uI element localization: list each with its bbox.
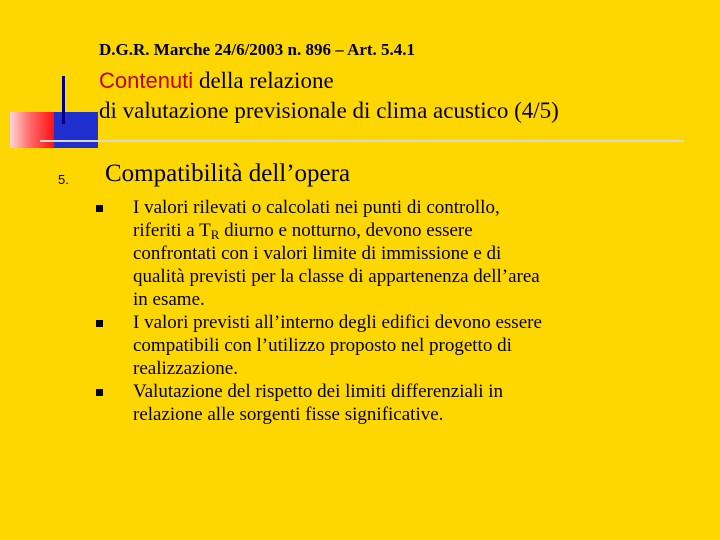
bullet-text-line (133, 196, 673, 219)
bullet-text: Valutazione del rispetto dei limiti differenziali in (133, 381, 504, 402)
bullet-text-line (133, 357, 673, 380)
square-bullet-icon (96, 389, 103, 396)
bullet-text-line (133, 334, 673, 357)
bullet-item (133, 196, 673, 311)
bullet-text: realizzazione. (133, 358, 238, 379)
bullet-text: I valori rilevati o calcolati nei punti di controllo, (133, 197, 500, 218)
bullet-text: riferiti a T (133, 220, 211, 241)
regulation-reference: D.G.R. Marche 24/6/2003 n. 896 – Art. 5.4.1 (99, 40, 416, 59)
decorative-blue-square (54, 112, 98, 148)
title-rest: della relazione (193, 68, 334, 93)
bullet-text: in esame. (133, 289, 205, 310)
bullet-text-line (133, 288, 673, 311)
bullet-text-line (133, 380, 673, 403)
bullet-text-line (133, 219, 673, 242)
decorative-red-square (10, 112, 54, 148)
bullet-text-line (133, 403, 673, 426)
title-highlight: Contenuti (99, 68, 194, 93)
bullet-text: diurno e notturno, devono essere (219, 220, 473, 241)
bullet-text: compatibili con l’utilizzo proposto nel progetto di (133, 335, 512, 356)
title-divider-line (40, 140, 684, 142)
bullet-text: I valori previsti all’interno degli edifici devono essere (133, 312, 542, 333)
subscript-text: R (210, 227, 220, 242)
bullet-text-line (133, 311, 673, 334)
section-number: 5. (58, 172, 69, 187)
section-heading: Compatibilità dell’opera (105, 160, 351, 187)
bullet-text: confrontati con i valori limite di immissione e di (133, 243, 502, 264)
bullet-text-line (133, 265, 673, 288)
bullet-text: relazione alle sorgenti fisse significative. (133, 404, 444, 425)
title-second-line: di valutazione previsionale di clima acustico (4/5) (99, 98, 559, 123)
bullet-item (133, 380, 673, 426)
square-bullet-icon (96, 205, 103, 212)
slide-title (99, 66, 559, 126)
decorative-vertical-line (62, 76, 65, 124)
square-bullet-icon (96, 320, 103, 327)
bullet-text-line (133, 242, 673, 265)
bullet-text: qualità previsti per la classe di appartenenza dell’area (133, 266, 540, 287)
bullet-list (133, 196, 673, 426)
bullet-item (133, 311, 673, 380)
